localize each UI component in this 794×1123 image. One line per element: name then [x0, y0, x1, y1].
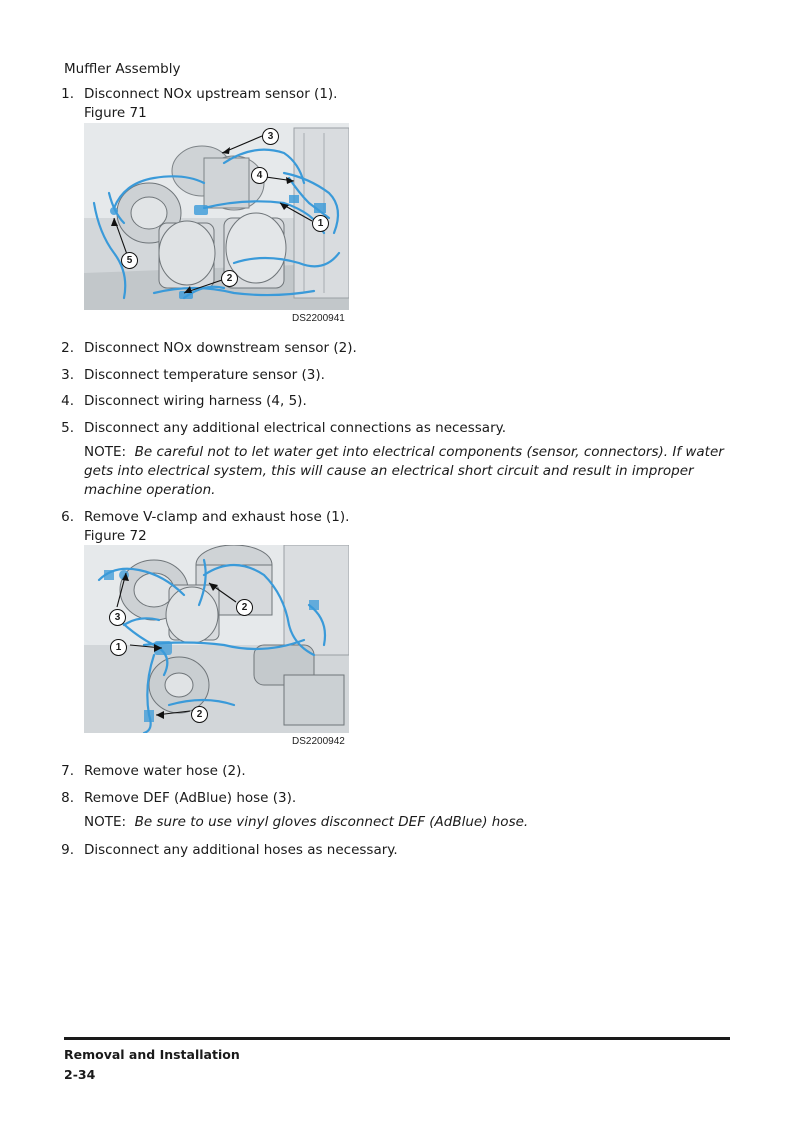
callout-4: 4	[251, 167, 268, 184]
note-block	[84, 813, 724, 832]
figure-code: DS2200942	[292, 736, 345, 747]
callout-3: 3	[109, 609, 126, 626]
note-text: gets into electrical system, this will cause an electrical short circuit and result in improper	[84, 463, 694, 479]
step-text: Remove DEF (AdBlue) hose (3).	[84, 790, 297, 806]
page-number: 2-34	[64, 1067, 96, 1082]
step-text: Remove water hose (2).	[84, 763, 246, 779]
figure-label: Figure 72	[84, 528, 147, 544]
step-number: 1.	[61, 86, 74, 102]
callout-2: 2	[221, 270, 238, 287]
step-text: Disconnect any additional electrical connections as necessary.	[84, 420, 506, 436]
step-text: Disconnect NOx downstream sensor (2).	[84, 340, 357, 356]
callout-3: 3	[262, 128, 279, 145]
step-text: Disconnect temperature sensor (3).	[84, 367, 325, 383]
note-text: Be sure to use vinyl gloves disconnect DEF (AdBlue) hose.	[134, 814, 529, 830]
figure-label: Figure 71	[84, 105, 147, 121]
step-text: Disconnect NOx upstream sensor (1).	[84, 86, 338, 102]
callout-1: 1	[110, 639, 127, 656]
footer-section-title: Removal and Installation	[64, 1047, 240, 1062]
step-text: Disconnect wiring harness (4, 5).	[84, 393, 307, 409]
step-number: 7.	[61, 763, 74, 779]
footer-rule	[64, 1037, 730, 1040]
engine-illustration-71	[84, 123, 349, 310]
callout-2: 2	[191, 706, 208, 723]
note-label: NOTE:	[84, 814, 127, 830]
step-number: 5.	[61, 420, 74, 436]
step-number: 4.	[61, 393, 74, 409]
step-number: 9.	[61, 842, 74, 858]
note-text: Be careful not to let water get into electrical components (sensor, connectors). If water	[134, 444, 724, 460]
callout-2: 2	[236, 599, 253, 616]
figure-71-image	[84, 123, 349, 310]
note-label: NOTE:	[84, 444, 127, 460]
callout-1: 1	[312, 215, 329, 232]
figure-72-image	[84, 545, 349, 733]
step-number: 3.	[61, 367, 74, 383]
note-text: machine operation.	[84, 482, 216, 498]
callout-5: 5	[121, 252, 138, 269]
step-number: 2.	[61, 340, 74, 356]
engine-illustration-72	[84, 545, 349, 733]
section-title: Muffler Assembly	[64, 61, 181, 77]
step-number: 6.	[61, 509, 74, 525]
step-text: Remove V-clamp and exhaust hose (1).	[84, 509, 350, 525]
figure-code: DS2200941	[292, 313, 345, 324]
step-text: Disconnect any additional hoses as necessary.	[84, 842, 398, 858]
step-number: 8.	[61, 790, 74, 806]
note-block	[84, 443, 724, 500]
